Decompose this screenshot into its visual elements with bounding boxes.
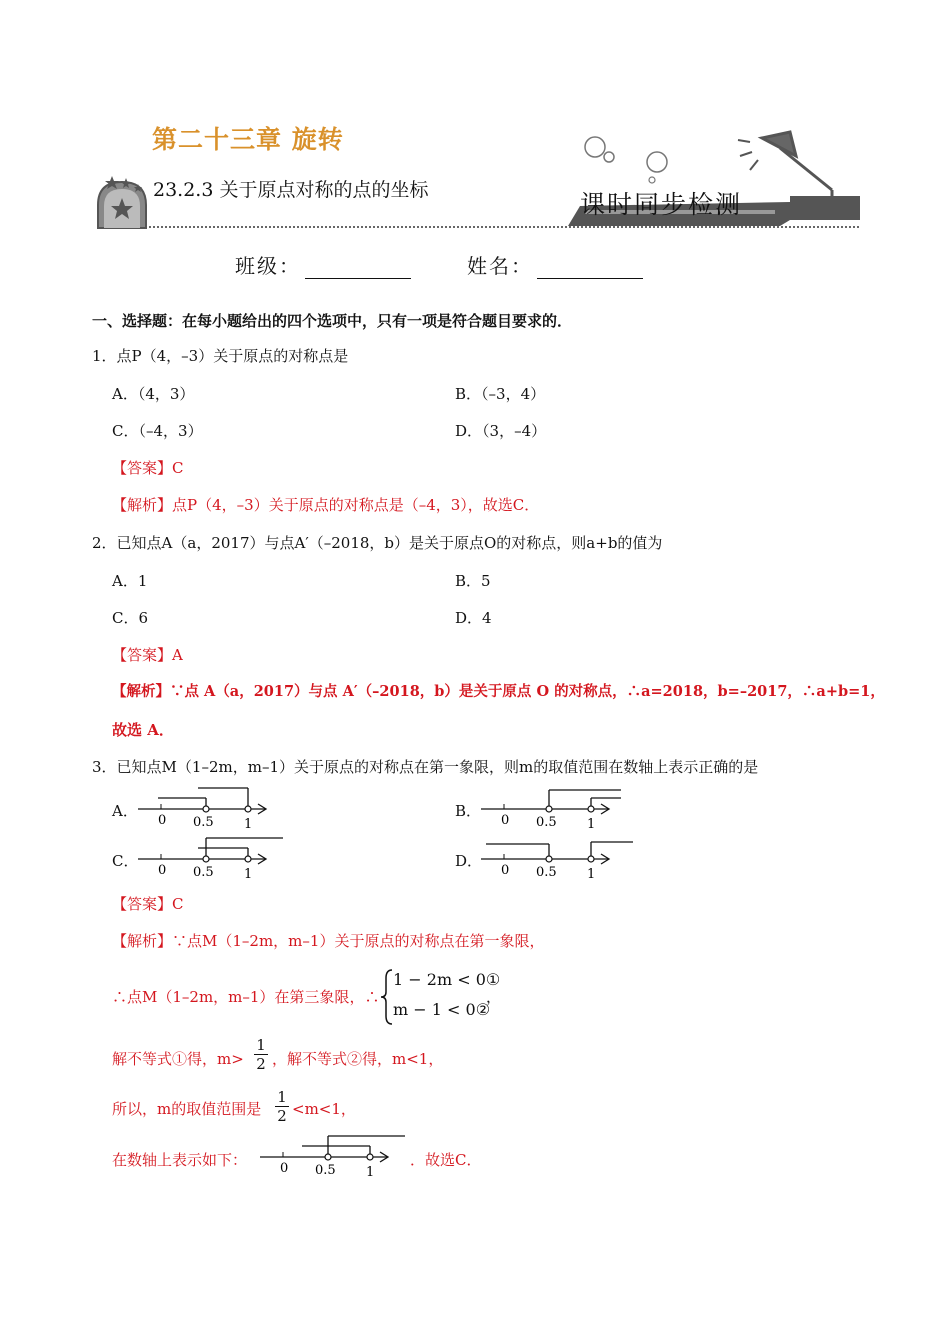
- name-label: 姓名：: [467, 254, 533, 278]
- chapter-title: 第二十三章 旋转: [152, 125, 344, 154]
- bubble-icon: [585, 137, 605, 157]
- svg-text:1: 1: [244, 867, 253, 882]
- q3-analysis-line3a: 解不等式①得，m>: [112, 1050, 244, 1068]
- svg-text:1: 1: [366, 1165, 375, 1180]
- q1-option-c: C．（–4，3）: [112, 422, 203, 440]
- section-title: 23.2.3 关于原点对称的点的坐标: [153, 179, 429, 201]
- q3-answer: 【答案】C: [112, 895, 184, 913]
- svg-text:1: 1: [587, 817, 596, 832]
- fraction-half-1: 1 2: [254, 1036, 268, 1073]
- q3-analysis-line5a: 在数轴上表示如下：: [112, 1151, 248, 1169]
- q2-analysis-line1: 【解析】∵点 A（a，2017）与点 A′（–2018，b）是关于原点 O 的对称点，∴a=2018，b=–2017，∴a+b=1，: [112, 683, 885, 700]
- number-line-d: [481, 832, 641, 882]
- q3-option-c: C．: [112, 852, 139, 870]
- q1-option-a: A．（4，3）: [112, 385, 195, 403]
- q1-option-d: D．（3，–4）: [455, 422, 547, 440]
- q3-stem: 3．已知点M（1–2m，m–1）关于原点的对称点在第一象限，则m的取值范围在数轴上表示正确的是: [92, 758, 759, 776]
- q3-analysis-line3b: ，解不等式②得，m<1，: [272, 1050, 444, 1068]
- fraction-half-2: 1 2: [275, 1088, 289, 1125]
- q3-analysis-line5b: ．故选C．: [410, 1151, 482, 1169]
- name-field[interactable]: [467, 250, 643, 279]
- q3-option-a: A．: [112, 802, 138, 820]
- q1-option-b: B．（–3，4）: [455, 385, 546, 403]
- q3-option-d: D．: [455, 852, 483, 870]
- name-blank[interactable]: [537, 258, 643, 279]
- number-line-b: [481, 782, 631, 832]
- q1-answer: 【答案】C: [112, 459, 184, 477]
- q2-analysis-line2: 故选 A．: [112, 721, 174, 739]
- svg-text:0: 0: [280, 1161, 289, 1176]
- svg-text:0: 0: [158, 813, 167, 828]
- q2-option-c: C．6: [112, 609, 149, 627]
- system-tail: ，: [486, 988, 502, 1006]
- q2-option-a: A．1: [112, 572, 148, 590]
- class-blank[interactable]: [305, 258, 411, 279]
- sync-label: 课时同步检测: [580, 190, 743, 219]
- svg-text:0: 0: [501, 813, 510, 828]
- star-badge-icon: [98, 176, 146, 228]
- svg-text:1: 1: [244, 817, 253, 832]
- q1-stem: 1．点P（4，–3）关于原点的对称点是: [92, 347, 349, 365]
- svg-text:0.5: 0.5: [315, 1163, 336, 1178]
- q3-analysis-line1: 【解析】∵点M（1–2m，m–1）关于原点的对称点在第一象限，: [112, 932, 545, 950]
- svg-text:0.5: 0.5: [193, 815, 214, 830]
- q1-analysis: 【解析】点P（4，–3）关于原点的对称点是（–4，3），故选C．: [112, 496, 540, 514]
- q2-answer: 【答案】A: [112, 646, 183, 664]
- number-line-answer: [260, 1130, 410, 1180]
- svg-text:0: 0: [158, 863, 167, 878]
- number-line-a: [138, 782, 288, 832]
- svg-text:0: 0: [501, 863, 510, 878]
- system-eq1: 1 − 2m < 0①: [393, 970, 501, 989]
- q2-option-d: D．4: [455, 609, 492, 627]
- q3-analysis-line4b: <m<1，: [292, 1100, 356, 1118]
- class-label: 班级：: [235, 254, 301, 278]
- q2-stem: 2．已知点A（a，2017）与点A′（–2018，b）是关于原点O的对称点，则a+b的值为: [92, 534, 663, 552]
- desk-lamp-icon: [738, 132, 832, 206]
- svg-text:0.5: 0.5: [193, 865, 214, 880]
- q3-analysis-line4a: 所以，m的取值范围是: [112, 1100, 262, 1118]
- svg-text:0.5: 0.5: [536, 865, 557, 880]
- system-eq2: m − 1 < 0②: [393, 1000, 491, 1019]
- svg-text:0.5: 0.5: [536, 815, 557, 830]
- q3-option-b: B．: [455, 802, 482, 820]
- section-heading: 一、选择题：在每小题给出的四个选项中，只有一项是符合题目要求的．: [92, 312, 573, 330]
- number-line-c: [138, 832, 288, 882]
- svg-text:1: 1: [587, 867, 596, 882]
- q2-option-b: B．5: [455, 572, 491, 590]
- q3-analysis-line2: ∴点M（1–2m，m–1）在第三象限，∴: [112, 988, 380, 1006]
- class-field[interactable]: [235, 250, 411, 279]
